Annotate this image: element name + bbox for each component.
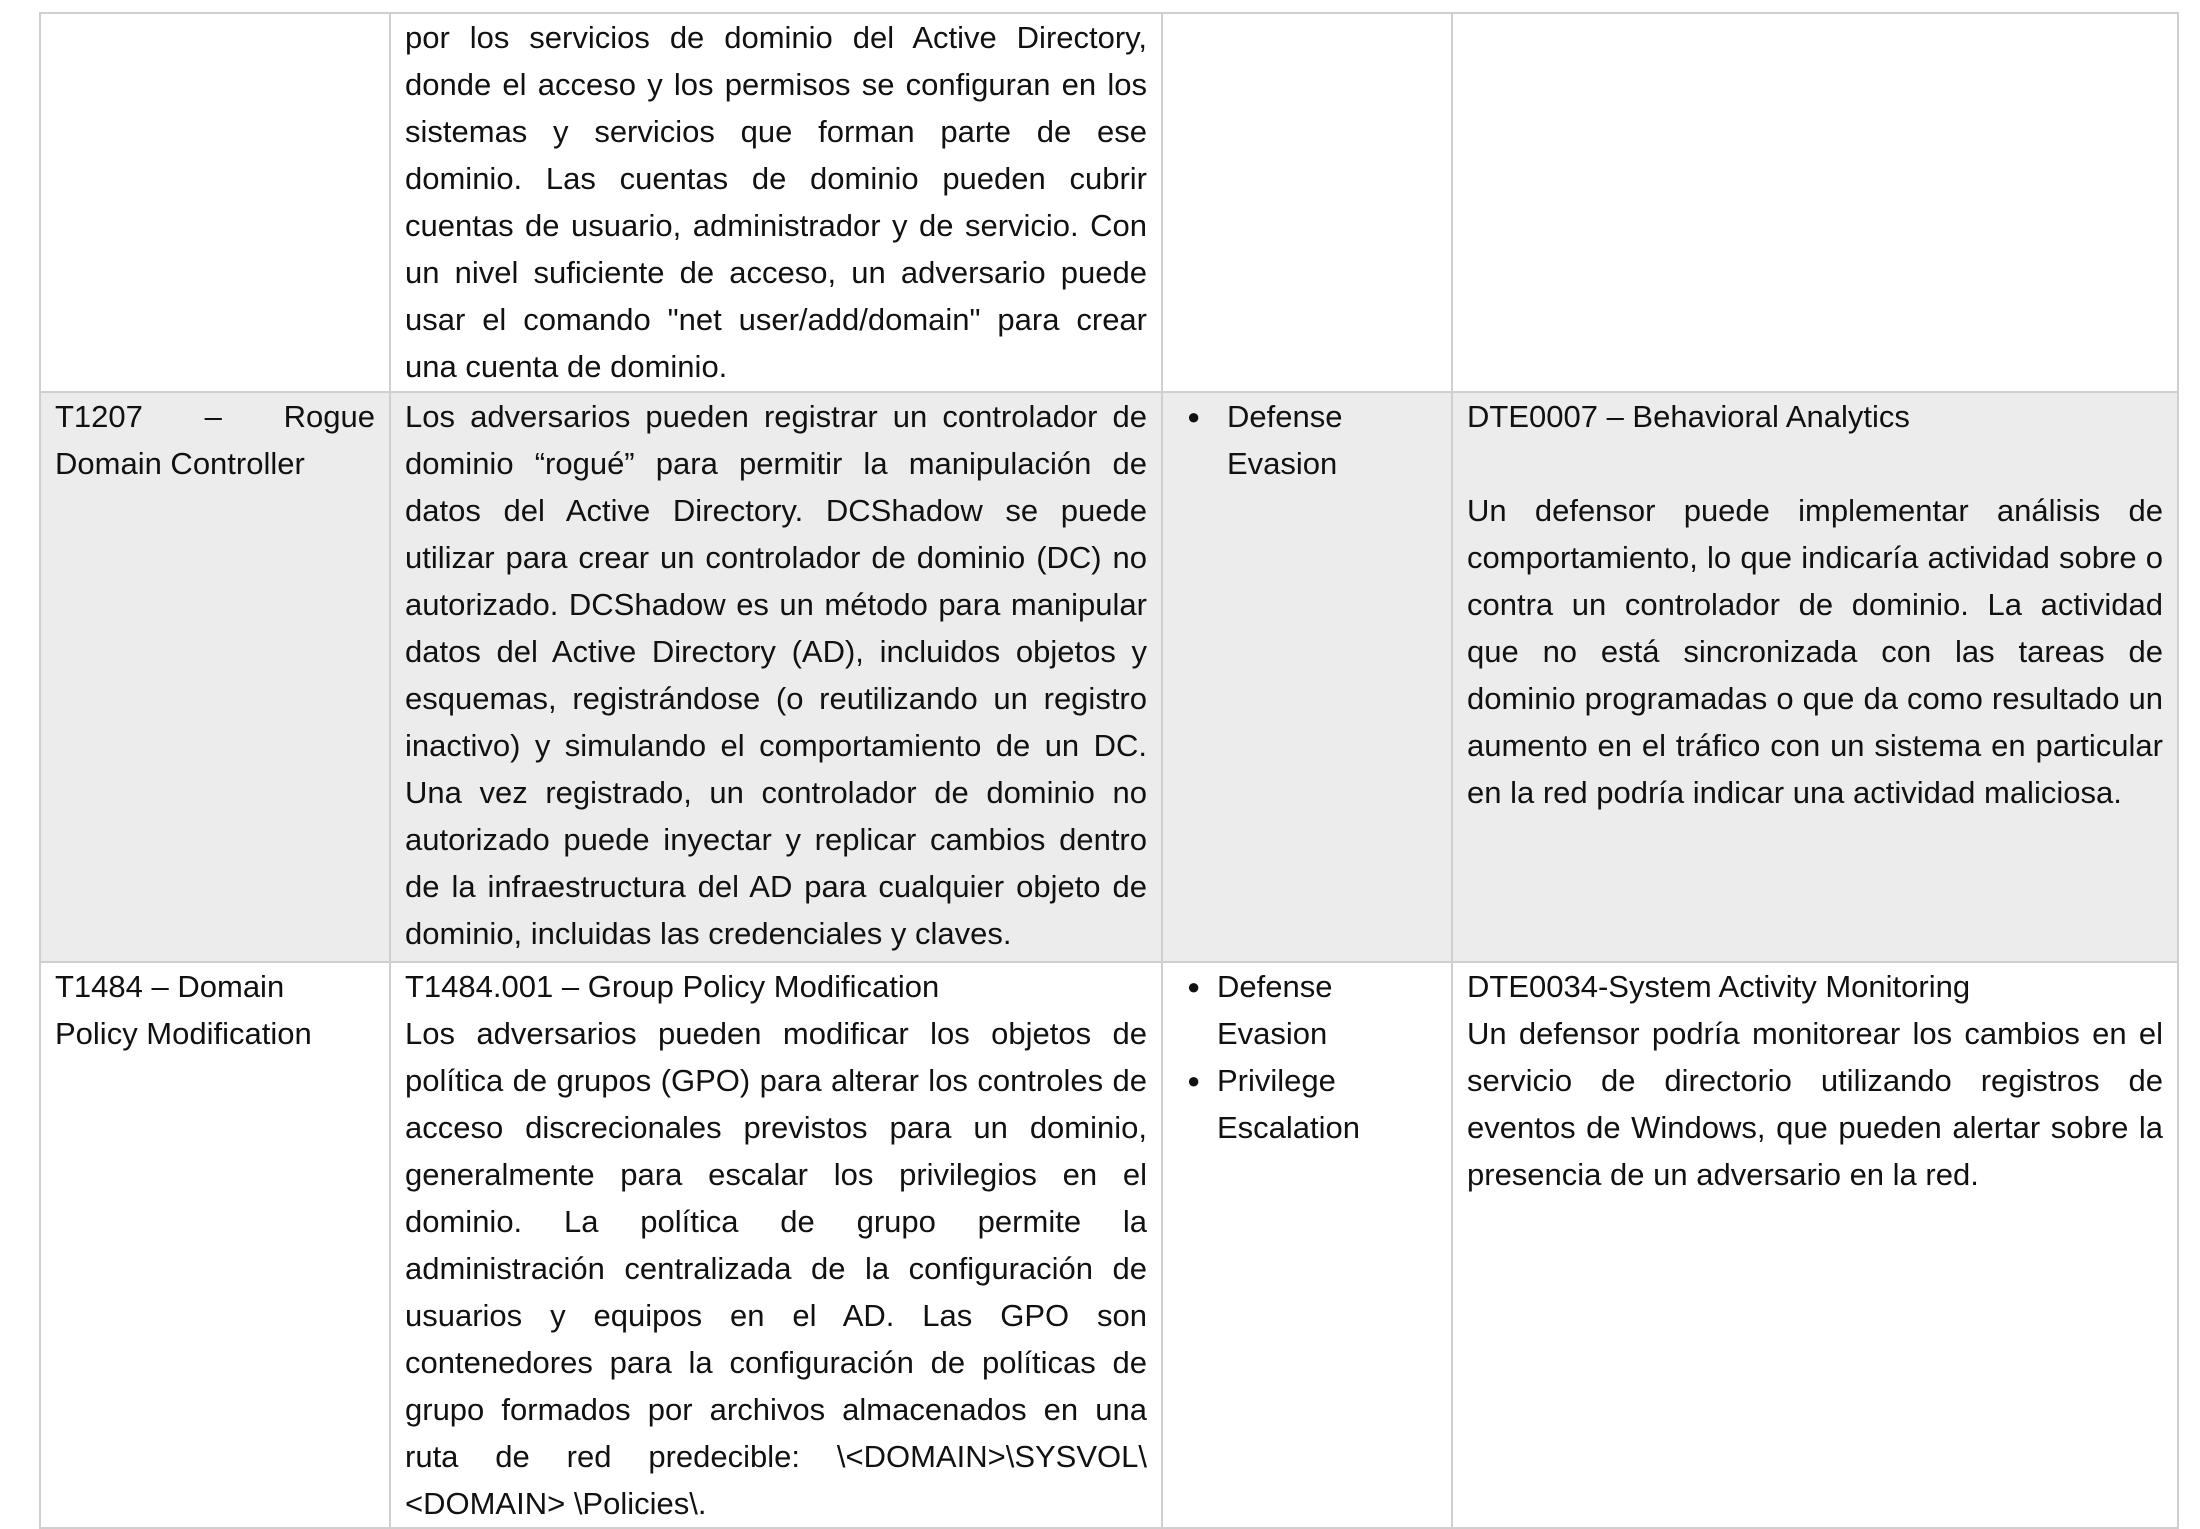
table-row: [40, 962, 2178, 1528]
tactic-label: Defense Evasion: [1227, 399, 1343, 481]
technique-cell: [40, 392, 390, 962]
tactics-cell: [1162, 962, 1452, 1528]
defense-cell: [1452, 392, 2178, 962]
technique-name: T1207 – Rogue Domain Controller: [55, 399, 375, 481]
description-cell: [390, 13, 1162, 392]
tactics-list: [1177, 963, 1437, 1151]
bullet-dot-icon: ●: [1187, 404, 1201, 429]
tactic-label: Privilege Escalation: [1217, 1063, 1361, 1145]
technique-description: Los adversarios pueden registrar un controlador de dominio “rogué” para permitir la manipulación de datos del Active Directory. DCShadow se puede utilizar para crear un controlador de dominio (DC) no autorizado. DCShadow es un método para manipular datos del Active Directory (AD), incluidos objetos y esquemas, registrándose (o reutilizando un registro inactivo) y simulando el comportamiento de un DC. Una vez registrado, un controlador de dominio no autorizado puede inyectar y replicar cambios dentro de la infraestructura del AD para cualquier objeto de dominio, incluidas las credenciales y claves.: [405, 399, 1147, 951]
technique-description: Los adversarios pueden modificar los objetos de política de grupos (GPO) para alterar los controles de acceso discrecionales previstos para un dominio, generalmente para escalar los privilegios en el dominio. La política de grupo permite la administración centralizada de la configuración de usuarios y equipos en el AD. Las GPO son contenedores para la configuración de políticas de grupo formados por archivos almacenados en una ruta de red predecible: \<DOMAIN>\SYSVOL\<DOMAIN> \Policies\.: [405, 1016, 1147, 1521]
list-item: [1177, 1057, 1437, 1151]
list-item: [1177, 963, 1437, 1057]
defense-title: DTE0034-System Activity Monitoring: [1467, 969, 1971, 1004]
bullet-dot-icon: ●: [1187, 974, 1201, 999]
list-item: [1177, 393, 1437, 487]
defense-text: Un defensor puede implementar análisis de comportamiento, lo que indicaría actividad sobre o contra un controlador de dominio. La actividad que no está sincronizada con las tareas de dominio programadas o que da como resultado un aumento en el tráfico con un sistema en particular en la red podría indicar una actividad maliciosa.: [1467, 493, 2163, 810]
defense-text: Un defensor podría monitorear los cambios en el servicio de directorio utilizando registros de eventos de Windows, que pueden alertar sobre la presencia de un adversario en la red.: [1467, 1016, 2163, 1192]
tactics-cell: [1162, 13, 1452, 392]
defense-cell: [1452, 962, 2178, 1528]
subtechnique-title: T1484.001 – Group Policy Modification: [405, 969, 940, 1004]
spacer: [1467, 440, 2163, 487]
tactics-cell: [1162, 392, 1452, 962]
table-row: [40, 392, 2178, 962]
tactics-list: [1177, 393, 1437, 487]
techniques-table: [39, 12, 2179, 1529]
defense-cell: [1452, 13, 2178, 392]
tactic-label: Defense Evasion: [1217, 969, 1333, 1051]
technique-cell: [40, 962, 390, 1528]
technique-cell: [40, 13, 390, 392]
table-row: [40, 13, 2178, 392]
description-cell: [390, 392, 1162, 962]
bullet-dot-icon: ●: [1187, 1068, 1201, 1093]
defense-title: DTE0007 – Behavioral Analytics: [1467, 399, 1910, 434]
technique-name: T1484 – Domain Policy Modification: [55, 969, 312, 1051]
description-cell: [390, 962, 1162, 1528]
technique-description: por los servicios de dominio del Active Directory, donde el acceso y los permisos se configuran en los sistemas y servicios que forman parte de ese dominio. Las cuentas de dominio pueden cubrir cuentas de usuario, administrador y de servicio. Con un nivel suficiente de acceso, un adversario puede usar el comando "net user/add/domain" para crear una cuenta de dominio.: [405, 20, 1147, 384]
